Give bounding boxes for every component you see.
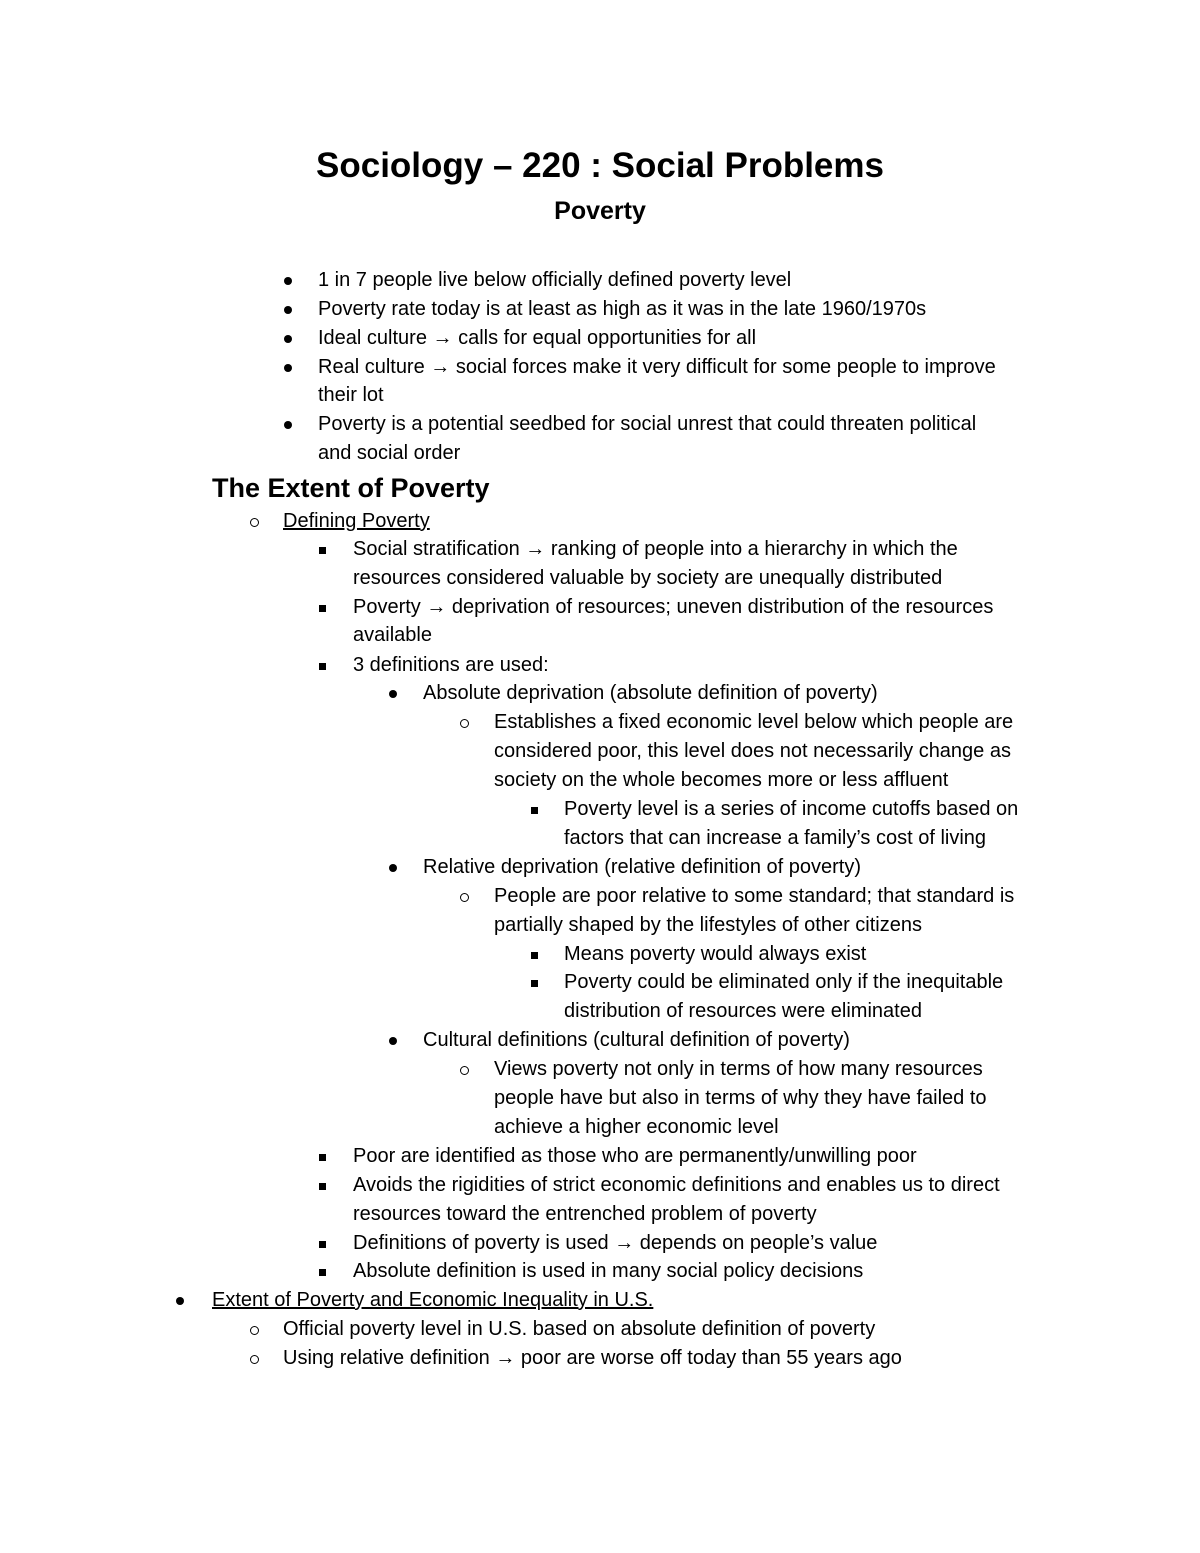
extent-us-item-1: Official poverty level in U.S. based on absolute definition of poverty bbox=[283, 1318, 876, 1340]
bullet-circle-icon bbox=[460, 708, 470, 737]
definitions-used-item: Definitions of poverty is used → depends on people’s value bbox=[353, 1232, 878, 1254]
page-subtitle: Poverty bbox=[554, 197, 646, 225]
bullet-disc-icon bbox=[389, 679, 399, 708]
bullet-circle-icon bbox=[250, 507, 260, 536]
relative-detail-item: People are poor relative to some standard; that standard is bbox=[494, 885, 1015, 907]
intro-bullet-5-cont: and social order bbox=[318, 442, 461, 464]
bullet-square-icon bbox=[318, 1142, 328, 1171]
bullet-circle-icon bbox=[460, 882, 470, 911]
stratification-item-cont: resources considered valuable by society are unequally distributed bbox=[353, 567, 943, 589]
avoids-rigidities-item-cont: resources toward the entrenched problem of poverty bbox=[353, 1203, 817, 1225]
intro-bullet-4: Real culture → social forces make it very difficult for some people to improve bbox=[318, 356, 996, 378]
poverty-level-item: Poverty level is a series of income cutoffs based on bbox=[564, 798, 1019, 820]
bullet-disc-icon bbox=[284, 410, 294, 439]
relative-detail-item-cont: partially shaped by the lifestyles of other citizens bbox=[494, 914, 922, 936]
bullet-circle-icon bbox=[250, 1315, 260, 1344]
bullet-square-icon bbox=[318, 651, 328, 680]
stratification-item: Social stratification → ranking of people into a hierarchy in which the bbox=[353, 538, 958, 560]
bullet-square-icon bbox=[318, 535, 328, 564]
eliminated-item-cont: distribution of resources were eliminated bbox=[564, 1000, 922, 1022]
absolute-used-item: Absolute definition is used in many social policy decisions bbox=[353, 1260, 864, 1282]
cultural-detail-item-cont: people have but also in terms of why they have failed to bbox=[494, 1087, 987, 1109]
cultural-detail-item-cont: achieve a higher economic level bbox=[494, 1116, 779, 1138]
bullet-disc-icon bbox=[389, 853, 399, 882]
three-definitions-item: 3 definitions are used: bbox=[353, 654, 549, 676]
intro-bullet-1: 1 in 7 people live below officially defined poverty level bbox=[318, 269, 792, 291]
extent-us-item-2: Using relative definition → poor are worse off today than 55 years ago bbox=[283, 1347, 902, 1369]
bullet-square-icon bbox=[530, 795, 540, 824]
bullet-square-icon bbox=[318, 593, 328, 622]
poor-identified-item: Poor are identified as those who are permanently/unwilling poor bbox=[353, 1145, 917, 1167]
bullet-disc-icon bbox=[284, 324, 294, 353]
relative-deprivation-item: Relative deprivation (relative definition of poverty) bbox=[423, 856, 861, 878]
poverty-definition-item: Poverty → deprivation of resources; uneven distribution of the resources bbox=[353, 596, 994, 618]
intro-bullet-5: Poverty is a potential seedbed for social unrest that could threaten political bbox=[318, 413, 977, 435]
bullet-square-icon bbox=[530, 940, 540, 969]
extent-us-heading: Extent of Poverty and Economic Inequality in U.S. bbox=[212, 1289, 654, 1311]
intro-bullet-2: Poverty rate today is at least as high as it was in the late 1960/1970s bbox=[318, 298, 927, 320]
poverty-definition-item-cont: available bbox=[353, 624, 432, 646]
bullet-disc-icon bbox=[284, 353, 294, 382]
bullet-disc-icon bbox=[176, 1286, 186, 1315]
avoids-rigidities-item: Avoids the rigidities of strict economic definitions and enables us to direct bbox=[353, 1174, 1000, 1196]
bullet-square-icon bbox=[318, 1171, 328, 1200]
absolute-detail-item-cont: society on the whole becomes more or less affluent bbox=[494, 769, 949, 791]
bullet-square-icon bbox=[318, 1257, 328, 1286]
eliminated-item: Poverty could be eliminated only if the inequitable bbox=[564, 971, 1004, 993]
bullet-disc-icon bbox=[284, 295, 294, 324]
bullet-square-icon bbox=[318, 1229, 328, 1258]
intro-bullet-3: Ideal culture → calls for equal opportunities for all bbox=[318, 327, 757, 349]
poverty-level-item-cont: factors that can increase a family’s cost of living bbox=[564, 827, 987, 849]
bullet-disc-icon bbox=[284, 266, 294, 295]
always-exist-item: Means poverty would always exist bbox=[564, 943, 867, 965]
absolute-detail-item: Establishes a fixed economic level below which people are bbox=[494, 711, 1014, 733]
bullet-square-icon bbox=[530, 968, 540, 997]
defining-poverty-heading: Defining Poverty bbox=[283, 510, 430, 532]
absolute-detail-item-cont: considered poor, this level does not necessarily change as bbox=[494, 740, 1011, 762]
bullet-disc-icon bbox=[389, 1026, 399, 1055]
bullet-circle-icon bbox=[460, 1055, 470, 1084]
intro-bullet-4-cont: their lot bbox=[318, 384, 384, 406]
cultural-detail-item: Views poverty not only in terms of how many resources bbox=[494, 1058, 983, 1080]
bullet-circle-icon bbox=[250, 1344, 260, 1373]
absolute-deprivation-item: Absolute deprivation (absolute definition of poverty) bbox=[423, 682, 878, 704]
page-title: Sociology – 220 : Social Problems bbox=[316, 146, 884, 185]
section-heading: The Extent of Poverty bbox=[212, 473, 490, 503]
cultural-definitions-item: Cultural definitions (cultural definition of poverty) bbox=[423, 1029, 850, 1051]
